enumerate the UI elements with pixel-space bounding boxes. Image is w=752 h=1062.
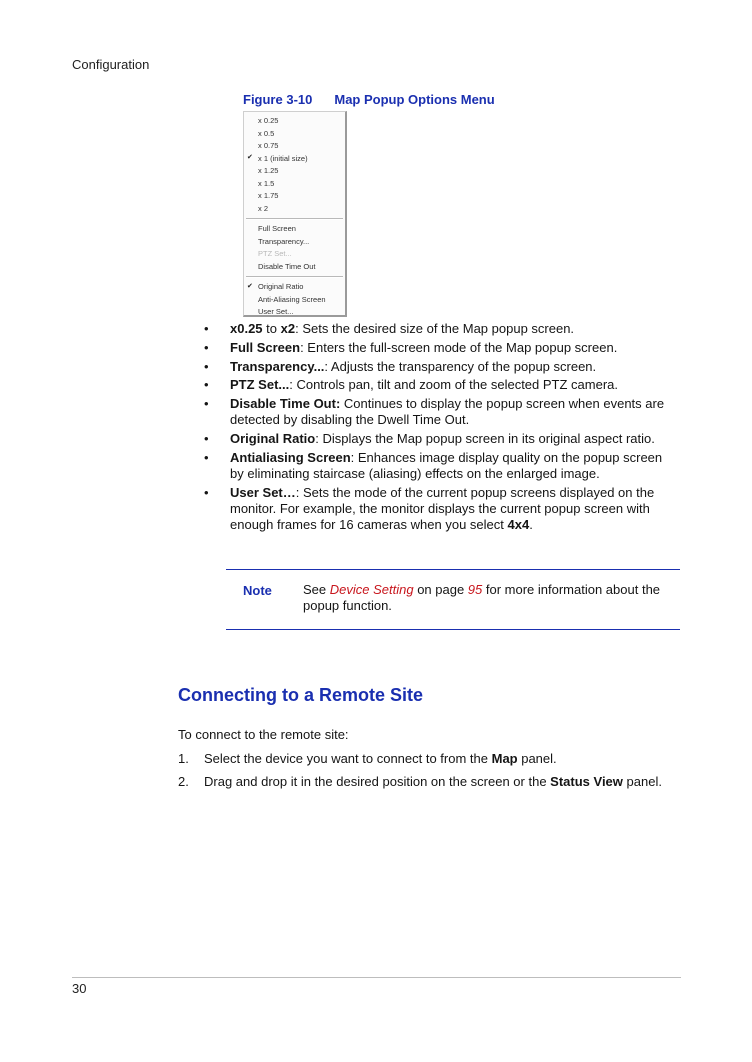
menu-item-original-ratio[interactable]: Original Ratio (258, 282, 304, 291)
menu-item-disable-time-out[interactable]: Disable Time Out (258, 261, 316, 271)
list-item (204, 359, 678, 375)
term: Original Ratio (230, 431, 316, 447)
menu-item-zoom-1-75[interactable]: x 1.75 (258, 191, 279, 200)
list-item (204, 450, 678, 482)
menu-separator (246, 218, 343, 220)
note-top-rule (226, 569, 680, 570)
list-item: • User Set…: Sets the mode of the current popup screens displayed on the monitor. For example, the monitor displays the current popup screen with enough frames for 16 cameras when you select 4x4. (204, 485, 678, 534)
term: 4x4 (507, 517, 530, 533)
menu-option-descriptions (204, 321, 678, 536)
term: x0.25 (230, 321, 263, 336)
note-text: See Device Setting on page 95 for more information about the popup function. (303, 582, 661, 614)
step-number: 1. (178, 751, 189, 766)
description: : Controls pan, tilt and zoom of the selected PTZ camera. (289, 377, 618, 393)
description: : Enters the full-screen mode of the Map popup screen. (300, 339, 618, 355)
figure-number: Figure 3-10 (243, 92, 313, 107)
list-item: 2. Drag and drop it in the desired position on the screen or the Status View panel. (178, 774, 662, 789)
footer-rule (72, 977, 681, 978)
menu-item-zoom-0-25[interactable]: x 0.25 (258, 116, 279, 125)
term: Antialiasing Screen (230, 449, 351, 465)
term: Full Screen (230, 339, 301, 355)
menu-item-zoom-1-25[interactable]: x 1.25 (258, 166, 279, 175)
list-item: 1. Select the device you want to connect to from the Map panel. (178, 751, 557, 766)
map-popup-options-menu (243, 111, 347, 317)
list-item (204, 340, 678, 356)
description: Continues to display the popup screen when events are detected by disabling the Dwell Time Out. (230, 396, 665, 428)
menu-item-transparency[interactable]: Transparency... (258, 236, 310, 246)
term: Disable Time Out: (230, 396, 341, 412)
list-item (204, 396, 678, 428)
menu-item-user-set[interactable]: User Set... (258, 307, 294, 316)
list-item: • x0.25 to x2: Sets the desired size of the Map popup screen. (204, 321, 678, 337)
check-icon: ✔ (247, 282, 253, 290)
menu-item-zoom-1[interactable]: x 1 (initial size) (258, 153, 308, 163)
description: : Sets the desired size of the Map popup screen. (295, 321, 575, 336)
running-head: Configuration (72, 57, 150, 72)
figure-caption (243, 92, 495, 107)
term: PTZ Set... (230, 377, 290, 393)
term: Transparency... (230, 358, 325, 374)
note-label: Note (243, 583, 272, 598)
step-number: 2. (178, 774, 189, 789)
term: x2 (280, 321, 296, 336)
list-item (204, 377, 678, 393)
list-item (204, 431, 678, 447)
section-heading: Connecting to a Remote Site (178, 685, 424, 705)
menu-separator (246, 276, 343, 278)
description: : Adjusts the transparency of the popup screen. (324, 358, 597, 374)
description: : Enhances image display quality on the popup screen by eliminating staircase (aliasing) effects on the enlarged image. (230, 449, 663, 482)
menu-item-full-screen[interactable]: Full Screen (258, 224, 296, 233)
section-intro: To connect to the remote site: (178, 727, 349, 742)
term: User Set… (230, 484, 296, 500)
description: : Sets the mode of the current popup screens displayed on the monitor. For example, the monitor displays the current popup screen with enough frames for 16 cameras when you select (230, 484, 655, 533)
figure-title: Map Popup Options Menu (334, 92, 495, 107)
menu-item-zoom-2[interactable]: x 2 (258, 203, 269, 213)
check-icon: ✔ (247, 154, 253, 161)
device-setting-link[interactable]: Device Setting (329, 582, 414, 597)
menu-item-anti-aliasing-screen[interactable]: Anti-Aliasing Screen (258, 294, 326, 304)
page-95-link[interactable]: 95 (467, 582, 483, 597)
note-bottom-rule (226, 629, 680, 630)
menu-item-ptz-set: PTZ Set... (258, 249, 292, 258)
page-number: 30 (72, 981, 87, 996)
menu-item-zoom-1-5[interactable]: x 1.5 (258, 178, 275, 188)
steps-list (178, 751, 678, 797)
description: : Displays the Map popup screen in its original aspect ratio. (315, 431, 655, 447)
menu-item-zoom-0-75[interactable]: x 0.75 (258, 141, 279, 150)
menu-item-zoom-0-5[interactable]: x 0.5 (258, 128, 275, 138)
